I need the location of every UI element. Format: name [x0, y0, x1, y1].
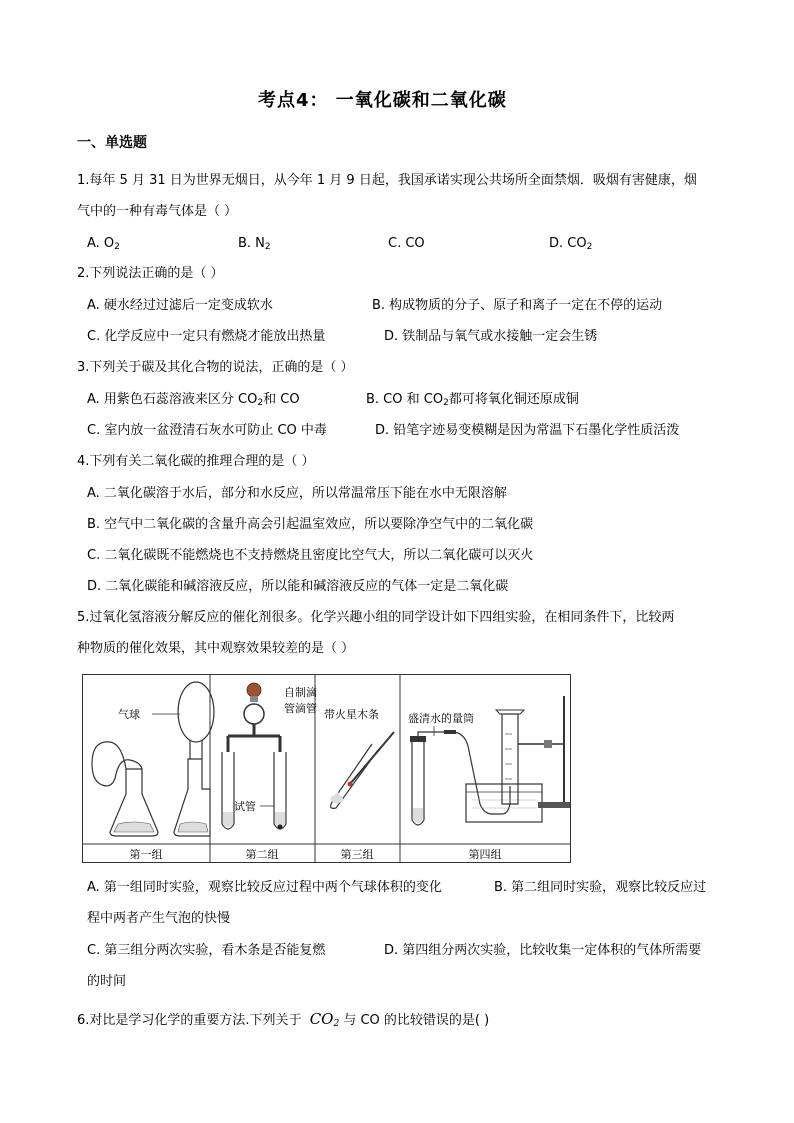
question-5-option-d[interactable]: D. 第四组分两次实验，比较收集一定体积的气体所需要	[384, 943, 702, 958]
question-2-option-d[interactable]: D. 铁制品与氧气或水接触一定会生锈	[384, 329, 598, 344]
caption-group2: 第二组	[245, 848, 279, 861]
question-3-option-b[interactable]: B. CO 和 $CO_2$都可将氧化铜还原成铜	[366, 392, 579, 408]
question-5-option-b-cont: 程中两者产生气泡的快慢	[87, 911, 231, 926]
question-1-option-d[interactable]: D. $CO_2$	[549, 236, 593, 252]
question-5-option-d-cont: 的时间	[87, 974, 127, 989]
label-tube: 试管	[234, 800, 256, 813]
label-splint: 带火星木条	[324, 708, 379, 721]
question-1-option-c[interactable]: C. CO	[388, 236, 425, 251]
label-dropper: 自制滴	[284, 686, 317, 699]
question-4-option-d[interactable]: D. 二氧化碳能和碱溶液反应，所以能和碱溶液反应的气体一定是二氧化碳	[87, 579, 509, 594]
question-3-stem: 3.下列关于碳及其化合物的说法，正确的是（ ）	[77, 360, 354, 375]
question-5-option-b[interactable]: B. 第二组同时实验，观察比较反应过	[494, 880, 707, 895]
question-5-stem-line2: 种物质的催化效果，其中观察效果较差的是（ ）	[77, 641, 355, 656]
question-2-option-b[interactable]: B. 构成物质的分子、原子和离子一定在不停的运动	[372, 298, 663, 313]
section-heading: 一、单选题	[77, 135, 147, 151]
question-1-option-b[interactable]: B. $N_2$	[238, 236, 271, 252]
page-title: 考点4： 一氧化碳和二氧化碳	[258, 90, 507, 111]
question-2-option-a[interactable]: A. 硬水经过过滤后一定变成软水	[87, 298, 273, 313]
question-1-stem-line1: 1.每年 5 月 31 日为世界无烟日，从今年 1 月 9 日起，我国承诺实现公共场所全面禁烟．吸烟有害健康，烟	[77, 173, 697, 188]
label-cylinder: 盛清水的量筒	[408, 712, 474, 725]
question-5-option-a[interactable]: A. 第一组同时实验，观察比较反应过程中两个气球体积的变化	[87, 880, 442, 895]
question-2-option-c[interactable]: C. 化学反应中一定只有燃烧才能放出热量	[87, 329, 326, 344]
question-3-option-c[interactable]: C. 室内放一盆澄清石灰水可防止 CO 中毒	[87, 423, 327, 438]
question-5-stem-line1: 5.过氧化氢溶液分解反应的催化剂很多。化学兴趣小组的同学设计如下四组实验，在相同条件下，比较两	[77, 610, 675, 625]
question-1-stem-line2: 气中的一种有毒气体是（ ）	[77, 204, 238, 219]
question-1-option-a[interactable]: A. $O_2$	[87, 236, 120, 252]
label-balloon: 气球	[118, 708, 140, 721]
question-4-option-b[interactable]: B. 空气中二氧化碳的含量升高会引起温室效应，所以要除净空气中的二氧化碳	[87, 517, 534, 532]
question-5-option-c[interactable]: C. 第三组分两次实验，看木条是否能复燃	[87, 943, 326, 958]
figure-frame	[83, 675, 571, 863]
experiment-figure	[82, 674, 572, 864]
caption-group1: 第一组	[129, 848, 163, 861]
question-3-option-a[interactable]: A. 用紫色石蕊溶液来区分 $CO_2$和 CO	[87, 392, 300, 408]
question-2-stem: 2.下列说法正确的是（ ）	[77, 266, 224, 281]
question-4-option-a[interactable]: A. 二氧化碳溶于水后，部分和水反应，所以常温常压下能在水中无限溶解	[87, 486, 507, 501]
caption-group3: 第三组	[340, 848, 374, 861]
question-6-stem: 6.对比是学习化学的重要方法.下列关于 $CO_2$ 与 CO 的比较错误的是( )	[77, 1010, 490, 1029]
caption-group4: 第四组	[468, 848, 502, 861]
question-4-stem: 4.下列有关二氧化碳的推理合理的是（ ）	[77, 454, 315, 469]
label-dropper-2: 管滴管	[284, 702, 317, 715]
question-3-option-d[interactable]: D. 铅笔字迹易变模糊是因为常温下石墨化学性质活泼	[375, 423, 680, 438]
formula-co2: $CO_2$	[309, 1010, 340, 1029]
question-4-option-c[interactable]: C. 二氧化碳既不能燃烧也不支持燃烧且密度比空气大，所以二氧化碳可以灭火	[87, 548, 534, 563]
